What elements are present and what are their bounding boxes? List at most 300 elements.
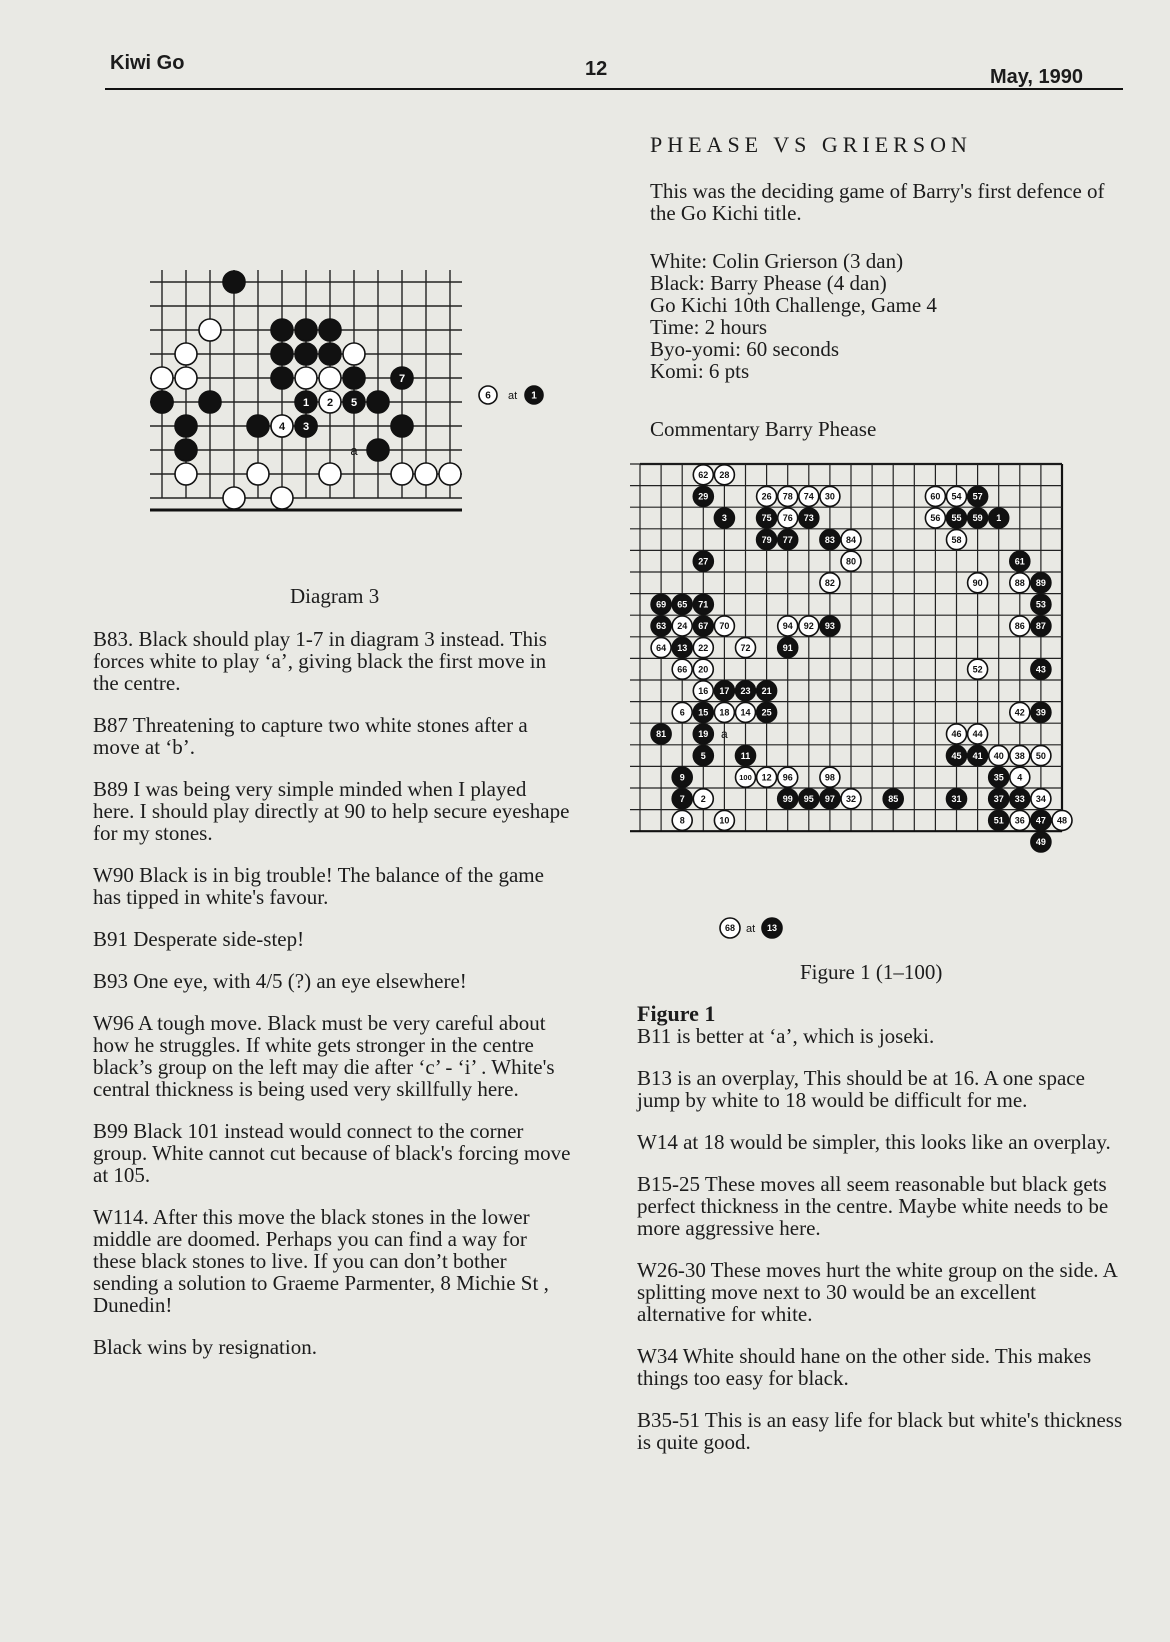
- stone-number: 71: [698, 599, 709, 610]
- stone-number: 2: [700, 794, 706, 805]
- stone-number: 1: [996, 513, 1002, 524]
- stone-number: 3: [302, 420, 310, 433]
- black-stone-numbered: [651, 616, 671, 636]
- stone-number: 99: [782, 794, 793, 805]
- white-stone-numbered: [841, 530, 861, 550]
- stone-number: 86: [1014, 621, 1025, 632]
- black-stone-numbered: [799, 789, 819, 809]
- stone-disc: [175, 439, 197, 461]
- white-stone-numbered: [947, 486, 967, 506]
- black-stone: [175, 415, 197, 437]
- black-stone-numbered: [820, 530, 840, 550]
- left-column-paragraph: W90 Black is in big trouble! The balance of the game has tipped in white's favour.: [93, 863, 544, 909]
- stone-disc: [295, 343, 317, 365]
- stone-disc: [391, 415, 413, 437]
- page-number: 12: [585, 58, 608, 80]
- point-label: a: [350, 443, 358, 458]
- stone-number: 9: [679, 772, 685, 783]
- white-stone-numbered: [757, 486, 777, 506]
- stone-number: 58: [951, 534, 962, 545]
- game-info-line: Byo-yomi: 60 seconds: [650, 337, 839, 361]
- white-stone-numbered: [714, 702, 734, 722]
- white-stone-numbered: [693, 659, 713, 679]
- note-black-stone: [762, 918, 782, 938]
- intro-paragraph: This was the deciding game of Barry's first defence of the Go Kichi title.: [650, 179, 1105, 225]
- white-stone-numbered: [1010, 616, 1030, 636]
- stone-number: 2: [326, 396, 334, 409]
- stone-disc: [295, 319, 317, 341]
- white-stone-numbered: [1010, 702, 1030, 722]
- stone-number: 90: [972, 578, 983, 589]
- black-stone: [271, 343, 293, 365]
- white-stone: [151, 367, 173, 389]
- stone-number: 95: [803, 794, 814, 805]
- stone-number: 30: [824, 491, 835, 502]
- stone-number: 8: [679, 815, 685, 826]
- white-stone-numbered: [841, 551, 861, 571]
- figure-1-commentary-paragraph: B11 is better at ‘a’, which is joseki.: [637, 1024, 935, 1048]
- stone-disc: [247, 415, 269, 437]
- stone-number: 60: [930, 491, 941, 502]
- black-stone-numbered: [693, 746, 713, 766]
- stone-disc: [271, 319, 293, 341]
- stone-number: 54: [951, 491, 962, 502]
- black-stone-numbered: [1031, 573, 1051, 593]
- stone-number: 5: [350, 396, 358, 409]
- black-stone-numbered: [1031, 810, 1051, 830]
- stone-number: 1: [302, 396, 310, 409]
- stone-disc: [295, 367, 317, 389]
- stone-number: 98: [824, 772, 835, 783]
- left-column-paragraph: B93 One eye, with 4/5 (?) an eye elsewhere!: [93, 969, 467, 993]
- figure-1-commentary-paragraph: W34 White should hane on the other side. This makes things too easy for black.: [637, 1344, 1092, 1390]
- stone-number: 92: [803, 621, 814, 632]
- stone-number: 67: [698, 621, 709, 632]
- white-stone-numbered: [799, 486, 819, 506]
- black-stone: [271, 319, 293, 341]
- stone-number: 65: [677, 599, 688, 610]
- note-at-text: at: [508, 390, 518, 402]
- white-stone: [175, 343, 197, 365]
- white-stone-numbered: [736, 638, 756, 658]
- stone-number: 34: [1035, 794, 1046, 805]
- black-stone-numbered: [947, 789, 967, 809]
- white-stone: [415, 463, 437, 485]
- stone-number: 37: [993, 794, 1004, 805]
- stone-number: 1: [531, 390, 537, 402]
- note-white-stone: [479, 386, 497, 404]
- white-stone-numbered: [757, 767, 777, 787]
- white-stone-numbered: [714, 616, 734, 636]
- stone-number: 68: [724, 923, 736, 934]
- stone-number: 6: [679, 707, 685, 718]
- stone-number: 79: [761, 534, 772, 545]
- black-stone-numbered: [989, 508, 1009, 528]
- white-stone-numbered: [989, 746, 1009, 766]
- white-stone-numbered: [736, 702, 756, 722]
- commentary-by: Commentary Barry Phease: [650, 417, 877, 441]
- black-stone-numbered: [820, 789, 840, 809]
- white-stone-numbered: [799, 616, 819, 636]
- black-stone-numbered: [714, 681, 734, 701]
- stone-number: 66: [677, 664, 688, 675]
- stone-number: 35: [993, 772, 1004, 783]
- stone-number: 16: [698, 686, 709, 697]
- figure-1-board: [630, 458, 1120, 958]
- stone-number: 21: [761, 686, 772, 697]
- black-stone-numbered: [799, 508, 819, 528]
- black-stone-numbered: [947, 508, 967, 528]
- right-column-text: [637, 1003, 1127, 1473]
- white-stone-numbered: [778, 486, 798, 506]
- stone-disc: [319, 463, 341, 485]
- left-column-paragraph: W96 A tough move. Black must be very careful about how he struggles. If white gets stronger in the centre black’s group on the left may die after ‘c’ - ‘i’ . White's central thickness is being used very skillfully here.: [93, 1011, 555, 1101]
- black-stone-numbered: [968, 508, 988, 528]
- stone-number: 59: [972, 513, 983, 524]
- stone-disc: [343, 367, 365, 389]
- game-info: [650, 250, 1120, 382]
- black-stone-numbered: [1031, 832, 1051, 852]
- game-info-line: Komi: 6 pts: [650, 359, 750, 383]
- game-info-line: Time: 2 hours: [650, 315, 768, 339]
- white-stone-numbered: [820, 486, 840, 506]
- stone-disc: [151, 367, 173, 389]
- stone-number: 74: [803, 491, 814, 502]
- black-stone: [223, 271, 245, 293]
- note-white-stone: [720, 918, 740, 938]
- figure-1-caption: Figure 1 (1–100): [800, 960, 943, 984]
- game-info-line: Black: Barry Phease (4 dan): [650, 271, 887, 295]
- stone-number: 19: [698, 729, 709, 740]
- white-stone: [247, 463, 269, 485]
- stone-number: 12: [761, 772, 772, 783]
- black-stone-numbered: [1031, 659, 1051, 679]
- stone-number: 10: [719, 815, 730, 826]
- figure-1-commentary-paragraph: B15-25 These moves all seem reasonable but black gets perfect thickness in the centre. Maybe white needs to be more aggressive here.: [637, 1172, 1109, 1240]
- figure-1-commentary-paragraph: W14 at 18 would be simpler, this looks like an overplay.: [637, 1130, 1111, 1154]
- white-stone-numbered: [672, 810, 692, 830]
- white-stone-numbered: [925, 508, 945, 528]
- black-stone: [343, 367, 365, 389]
- white-stone-numbered: [841, 789, 861, 809]
- stone-disc: [343, 343, 365, 365]
- left-column-paragraph: W114. After this move the black stones in the lower middle are doomed. Perhaps you can find a way for these black stones to live. If you can don’t bother sending a solution to Graeme Parmenter, 8 Michie St , Dunedin!: [93, 1205, 549, 1317]
- black-stone-numbered: [295, 391, 317, 413]
- left-column-paragraph: B87 Threatening to capture two white stones after a move at ‘b’.: [93, 713, 528, 759]
- black-stone: [295, 319, 317, 341]
- white-stone-numbered: [1010, 810, 1030, 830]
- stone-disc: [391, 463, 413, 485]
- header-date: May, 1990: [990, 66, 1084, 88]
- black-stone-numbered: [693, 616, 713, 636]
- stone-disc: [319, 319, 341, 341]
- stone-disc: [271, 487, 293, 509]
- stone-number: 17: [719, 686, 730, 697]
- figure-1-heading: Figure 1: [637, 1001, 716, 1026]
- black-stone-numbered: [883, 789, 903, 809]
- white-stone-numbered: [947, 724, 967, 744]
- black-stone: [175, 439, 197, 461]
- black-stone-numbered: [989, 810, 1009, 830]
- black-stone-numbered: [651, 594, 671, 614]
- stone-number: 41: [972, 750, 983, 761]
- white-stone: [175, 463, 197, 485]
- stone-number: 94: [782, 621, 793, 632]
- black-stone-numbered: [343, 391, 365, 413]
- black-stone-numbered: [391, 367, 413, 389]
- stone-number: 14: [740, 707, 751, 718]
- stone-disc: [367, 391, 389, 413]
- stone-number: 31: [951, 794, 962, 805]
- stone-number: 5: [700, 750, 706, 761]
- figure-1-commentary-paragraph: W26-30 These moves hurt the white group on the side. A splitting move next to 30 would be an excellent alternative for white.: [637, 1258, 1117, 1326]
- stone-number: 7: [398, 372, 406, 385]
- stone-number: 56: [930, 513, 941, 524]
- stone-number: 73: [803, 513, 814, 524]
- header-rule: [105, 88, 1123, 90]
- stone-number: 85: [888, 794, 899, 805]
- black-stone-numbered: [672, 789, 692, 809]
- stone-number: 97: [824, 794, 835, 805]
- stone-number: 18: [719, 707, 730, 718]
- header-left: Kiwi Go: [110, 52, 185, 74]
- black-stone-numbered: [672, 767, 692, 787]
- white-stone-numbered: [1052, 810, 1072, 830]
- stone-number: 64: [656, 642, 667, 653]
- black-stone-numbered: [757, 702, 777, 722]
- stone-number: 32: [845, 794, 857, 805]
- white-stone-numbered: [1031, 789, 1051, 809]
- white-stone-numbered: [820, 573, 840, 593]
- stone-number: 44: [972, 729, 983, 740]
- stone-disc: [223, 487, 245, 509]
- stone-number: 62: [698, 470, 709, 481]
- black-stone-numbered: [693, 724, 713, 744]
- stone-disc: [175, 415, 197, 437]
- black-stone-numbered: [778, 530, 798, 550]
- black-stone-numbered: [714, 508, 734, 528]
- left-column-text: [93, 628, 571, 1378]
- white-stone-numbered: [693, 789, 713, 809]
- stone-number: 61: [1014, 556, 1025, 567]
- stone-number: 47: [1035, 815, 1046, 826]
- stone-number: 84: [845, 534, 857, 545]
- stone-disc: [319, 367, 341, 389]
- stone-number: 33: [1014, 794, 1025, 805]
- left-column-paragraph: Black wins by resignation.: [93, 1335, 317, 1359]
- point-label: a: [721, 727, 728, 741]
- white-stone: [343, 343, 365, 365]
- stone-number: 76: [782, 513, 793, 524]
- black-stone-numbered: [651, 724, 671, 744]
- black-stone-numbered: [736, 746, 756, 766]
- white-stone-numbered: [672, 659, 692, 679]
- white-stone: [223, 487, 245, 509]
- stone-number: 55: [951, 513, 962, 524]
- left-column-paragraph: B99 Black 101 instead would connect to the corner group. White cannot cut because of black's forcing move at 105.: [93, 1119, 571, 1187]
- black-stone-numbered: [989, 789, 1009, 809]
- white-stone-numbered: [651, 638, 671, 658]
- stone-number: 40: [993, 750, 1004, 761]
- white-stone-numbered: [714, 810, 734, 830]
- black-stone-numbered: [778, 789, 798, 809]
- stone-disc: [439, 463, 461, 485]
- black-stone-numbered: [968, 746, 988, 766]
- stone-number: 53: [1035, 599, 1046, 610]
- stone-number: 81: [656, 729, 667, 740]
- white-stone-numbered: [693, 681, 713, 701]
- figure-1-commentary-paragraph: B35-51 This is an easy life for black but white's thickness is quite good.: [637, 1408, 1123, 1454]
- stone-number: 77: [782, 534, 793, 545]
- game-info-line: White: Colin Grierson (3 dan): [650, 249, 904, 273]
- stone-number: 43: [1035, 664, 1046, 675]
- stone-number: 70: [719, 621, 730, 632]
- white-stone-numbered: [736, 767, 756, 787]
- black-stone-numbered: [757, 508, 777, 528]
- stone-number: 50: [1035, 750, 1046, 761]
- left-column-paragraph: B83. Black should play 1-7 in diagram 3 instead. This forces white to play ‘a’, giving black the first move in the centre.: [93, 627, 547, 695]
- stone-number: 82: [824, 578, 835, 589]
- stone-disc: [247, 463, 269, 485]
- black-stone: [295, 343, 317, 365]
- white-stone: [271, 487, 293, 509]
- white-stone-numbered: [1010, 573, 1030, 593]
- white-stone-numbered: [672, 702, 692, 722]
- black-stone-numbered: [820, 616, 840, 636]
- black-stone: [271, 367, 293, 389]
- stone-number: 72: [740, 642, 751, 653]
- stone-number: 4: [278, 420, 286, 433]
- stone-disc: [223, 271, 245, 293]
- black-stone-numbered: [1010, 551, 1030, 571]
- stone-number: 15: [698, 707, 709, 718]
- white-stone-numbered: [693, 465, 713, 485]
- black-stone: [391, 415, 413, 437]
- stone-disc: [175, 463, 197, 485]
- stone-number: 78: [782, 491, 793, 502]
- white-stone-numbered: [968, 573, 988, 593]
- stone-number: 36: [1014, 815, 1025, 826]
- left-column-paragraph: B89 I was being very simple minded when I played here. I should play directly at 90 to help secure eyeshape for my stones.: [93, 777, 570, 845]
- stone-number: 6: [485, 390, 491, 402]
- black-stone: [247, 415, 269, 437]
- white-stone-numbered: [271, 415, 293, 437]
- stone-number: 88: [1014, 578, 1025, 589]
- black-stone-numbered: [693, 594, 713, 614]
- black-stone: [151, 391, 173, 413]
- stone-number: 63: [656, 621, 667, 632]
- stone-number: 83: [824, 534, 835, 545]
- black-stone-numbered: [1010, 789, 1030, 809]
- white-stone: [391, 463, 413, 485]
- left-column-paragraph: B91 Desperate side-step!: [93, 927, 305, 951]
- white-stone: [319, 367, 341, 389]
- stone-number: 42: [1014, 707, 1025, 718]
- black-stone-numbered: [693, 702, 713, 722]
- white-stone: [439, 463, 461, 485]
- black-stone-numbered: [1031, 702, 1051, 722]
- black-stone: [199, 391, 221, 413]
- figure-1-commentary-paragraph: B13 is an overplay, This should be at 16. A one space jump by white to 18 would be difficult for me.: [637, 1066, 1085, 1112]
- black-stone: [367, 439, 389, 461]
- black-stone-numbered: [736, 681, 756, 701]
- stone-number: 28: [719, 470, 730, 481]
- black-stone-numbered: [757, 530, 777, 550]
- stone-disc: [199, 391, 221, 413]
- white-stone-numbered: [672, 616, 692, 636]
- stone-number: 100: [739, 772, 752, 782]
- diagram-3-caption: Diagram 3: [290, 584, 380, 608]
- stone-number: 80: [845, 556, 857, 567]
- stone-number: 26: [761, 491, 772, 502]
- black-stone-numbered: [778, 638, 798, 658]
- white-stone: [319, 463, 341, 485]
- stone-number: 4: [1017, 772, 1023, 783]
- white-stone-numbered: [1031, 746, 1051, 766]
- white-stone: [199, 319, 221, 341]
- black-stone-numbered: [1031, 594, 1051, 614]
- white-stone-numbered: [925, 486, 945, 506]
- stone-number: 7: [679, 794, 685, 805]
- black-stone: [319, 343, 341, 365]
- stone-number: 29: [698, 491, 709, 502]
- stone-number: 39: [1035, 707, 1046, 718]
- stone-number: 20: [698, 664, 709, 675]
- stone-number: 51: [993, 815, 1004, 826]
- stone-disc: [271, 343, 293, 365]
- black-stone-numbered: [295, 415, 317, 437]
- stone-disc: [151, 391, 173, 413]
- stone-number: 38: [1014, 750, 1025, 761]
- white-stone-numbered: [968, 659, 988, 679]
- article-title: PHEASE VS GRIERSON: [650, 132, 972, 157]
- white-stone-numbered: [820, 767, 840, 787]
- black-stone: [367, 391, 389, 413]
- black-stone: [319, 319, 341, 341]
- black-stone-numbered: [968, 486, 988, 506]
- white-stone: [295, 367, 317, 389]
- stone-number: 93: [824, 621, 835, 632]
- stone-number: 57: [972, 491, 983, 502]
- white-stone-numbered: [1010, 767, 1030, 787]
- note-black-stone: [525, 386, 543, 404]
- stone-number: 75: [761, 513, 772, 524]
- white-stone-numbered: [778, 616, 798, 636]
- stone-disc: [175, 343, 197, 365]
- stone-number: 11: [740, 750, 751, 761]
- white-stone-numbered: [778, 508, 798, 528]
- stone-number: 27: [698, 556, 709, 567]
- stone-number: 24: [677, 621, 688, 632]
- white-stone: [175, 367, 197, 389]
- game-info-line: Go Kichi 10th Challenge, Game 4: [650, 293, 937, 317]
- black-stone-numbered: [693, 486, 713, 506]
- stone-disc: [175, 367, 197, 389]
- black-stone-numbered: [989, 767, 1009, 787]
- stone-number: 52: [972, 664, 983, 675]
- stone-number: 89: [1035, 578, 1046, 589]
- stone-number: 91: [782, 642, 793, 653]
- stone-number: 87: [1035, 621, 1046, 632]
- stone-number: 13: [677, 642, 688, 653]
- stone-number: 48: [1056, 815, 1068, 826]
- black-stone-numbered: [693, 551, 713, 571]
- stone-number: 25: [761, 707, 772, 718]
- stone-number: 22: [698, 642, 709, 653]
- stone-number: 69: [656, 599, 667, 610]
- white-stone-numbered: [1010, 746, 1030, 766]
- stone-number: 96: [782, 772, 793, 783]
